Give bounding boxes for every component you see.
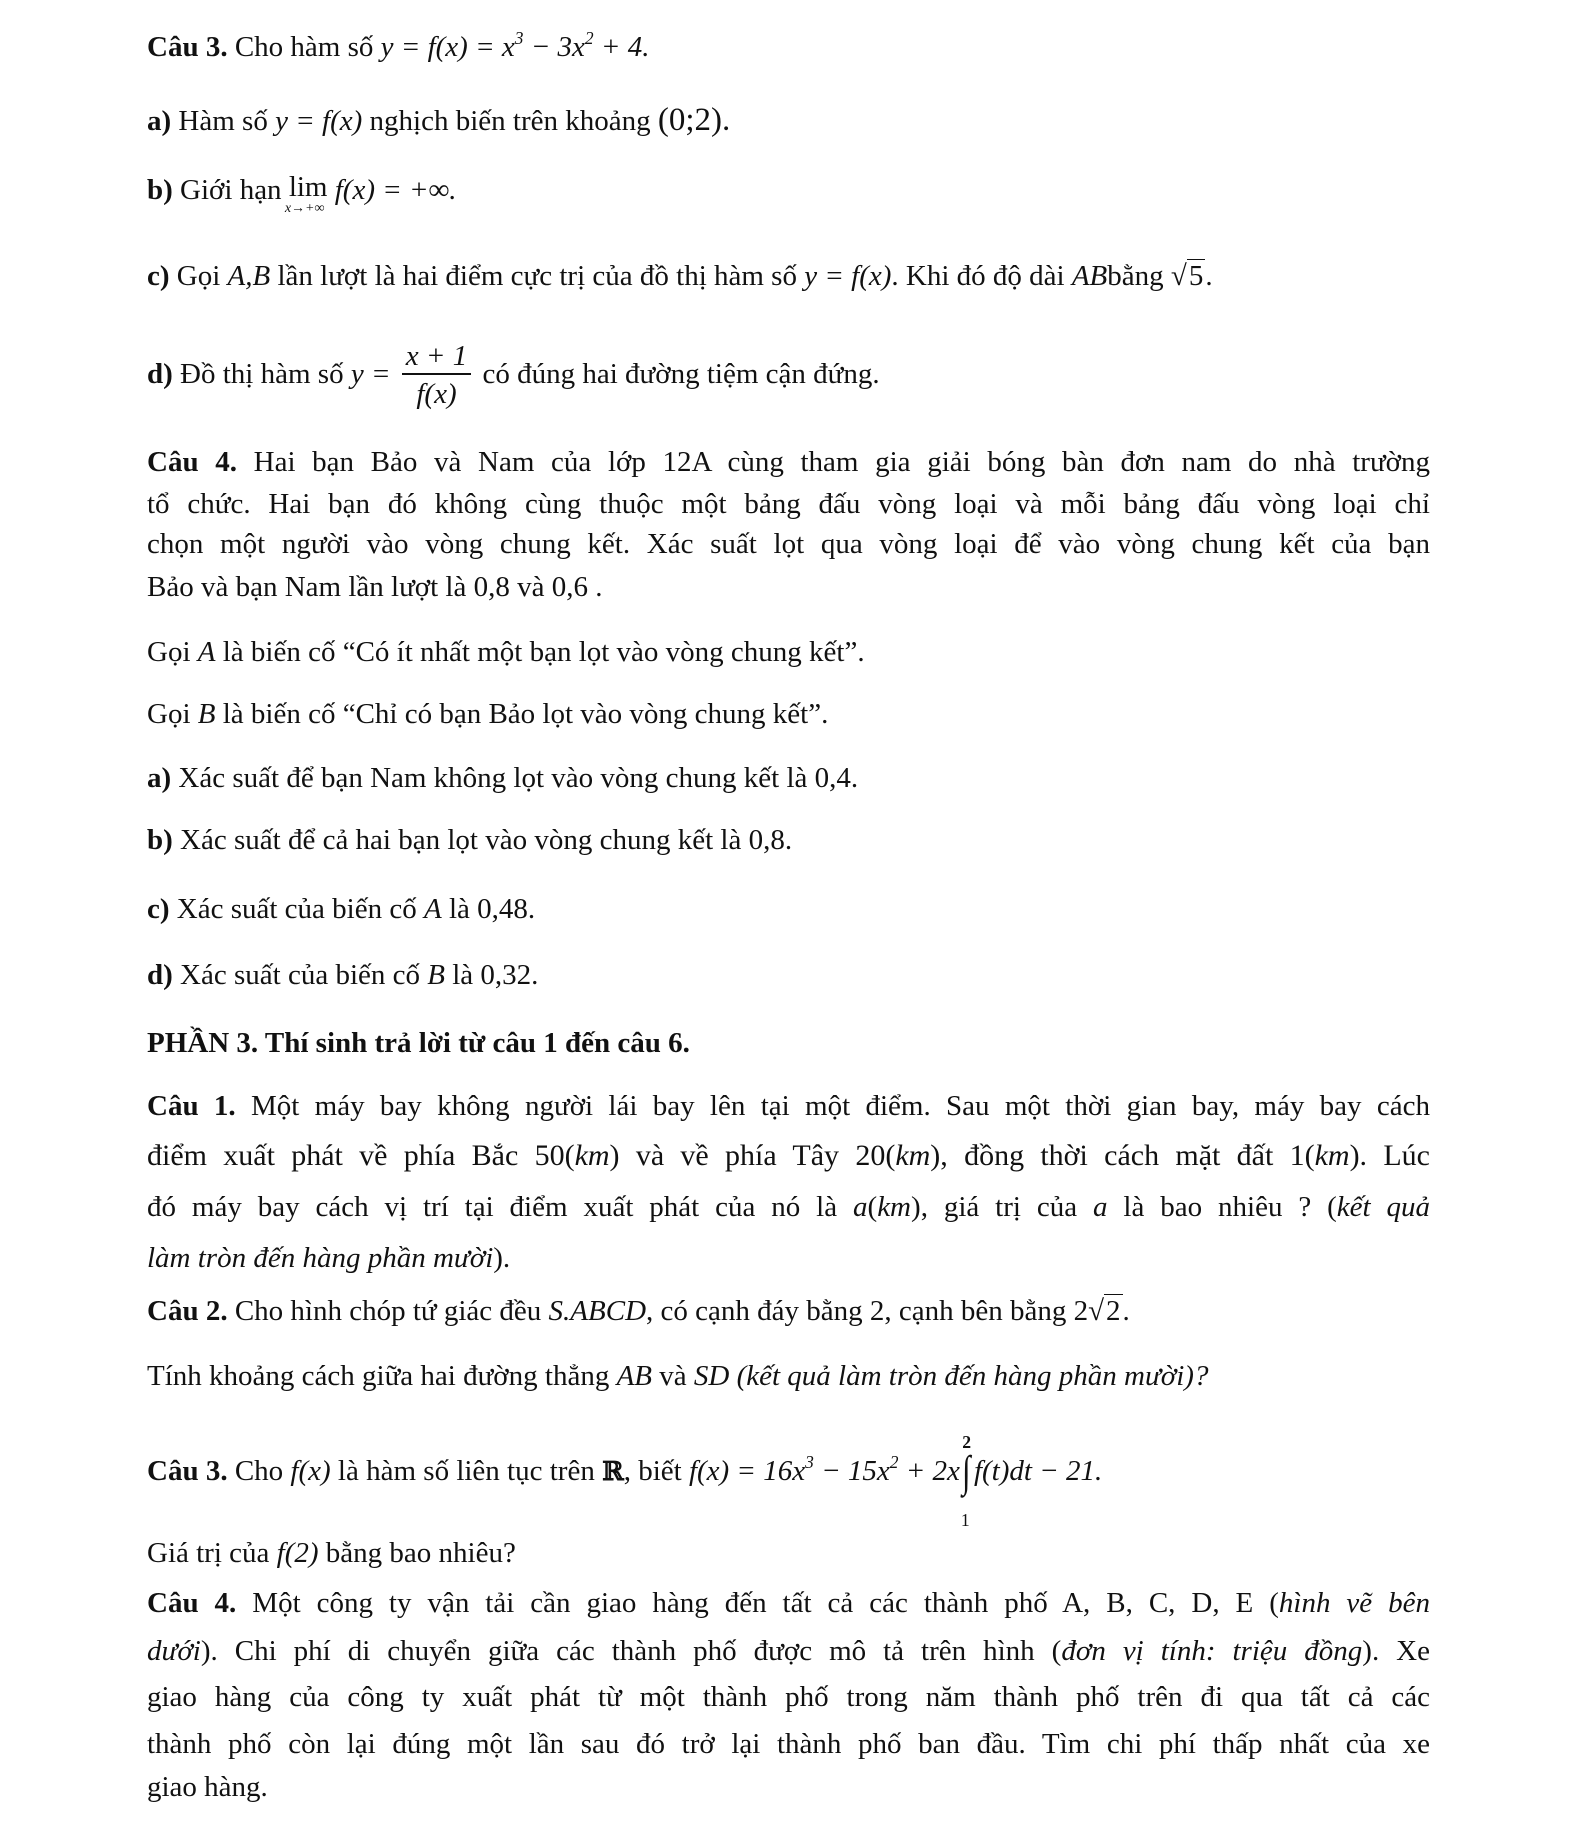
statement-text: là 0,32. [452, 959, 539, 991]
question-text: Một công ty vận tải cần giao hàng đến tất cả các thành phố A, B, C, D, E ( [252, 1587, 1279, 1619]
statement-label: c) [147, 260, 170, 292]
math-expression: $y = f(x) = x^3 - 3x^2 + 4$. [380, 27, 650, 63]
statement-label: d) [147, 959, 173, 991]
math-expression: y = [350, 358, 391, 390]
p3-question-2-line-1: Câu 2. Cho hình chóp tứ giác đều S.ABCD, có cạnh đáy bằng 2, cạnh bên bằng 2√2. [147, 1295, 1130, 1327]
q4-statement-c [147, 891, 535, 927]
p3-question-4-line-4: thành phố còn lại đúng một lần sau đó trở lại thành phố ban đầu. Tìm chi phí thấp nhất của xe [147, 1728, 1430, 1760]
section-heading: PHẦN 3. Thí sinh trả lời từ câu 1 đến câu 6. [147, 1027, 690, 1059]
question-label: Câu 3. [147, 1455, 228, 1487]
math-expression: y = f(x) [275, 105, 363, 137]
question-4-line-2: tổ chức. Hai bạn đó không cùng thuộc một bảng đấu vòng loại và mỗi bảng đấu vòng loại chỉ [147, 488, 1430, 520]
event-b-definition: Gọi B là biến cố “Chỉ có bạn Bảo lọt vào vòng chung kết”. [147, 698, 829, 730]
event-variable: A [197, 636, 216, 668]
p3-question-2-line-2: Tính khoảng cách giữa hai đường thẳng AB và SD (kết quả làm tròn đến hàng phần mười)? [147, 1360, 1209, 1392]
p3-question-4-line-3: giao hàng của công ty xuất phát từ một thành phố trong năm thành phố trên đi qua tất cả các [147, 1681, 1430, 1713]
p3-question-4-line-1: Câu 4. Một công ty vận tải cần giao hàng đến tất cả các thành phố A, B, C, D, E (hình vẽ bên [147, 1587, 1431, 1619]
statement-text: Xác suất để cả hai bạn lọt vào vòng chung kết là 0,8. [180, 824, 793, 856]
p3-question-3-line-2: Giá trị của f(2) bằng bao nhiêu? [147, 1537, 516, 1569]
math-expression: f(x) = +∞. [334, 174, 457, 206]
sqrt-expression: √5 [1170, 260, 1204, 292]
integral-equation: $f(x) = 16x^3 - 15x^2 + 2x\int$ 2 1 f(t)dt − 21. [688, 1432, 1103, 1530]
p3-question-1-line-4: làm tròn đến hàng phần mười). [147, 1242, 511, 1274]
q3-statement-a [147, 102, 730, 139]
math-expression: (0;2). [657, 102, 731, 138]
question-label: Câu 4. [147, 446, 237, 478]
question-4-line-1 [147, 444, 1430, 480]
q3-statement-c: c) Gọi A,B lần lượt là hai điểm cực trị của đồ thị hàm số y = f(x). Khi đó độ dài ABbằng √5. [147, 260, 1213, 292]
p3-question-1-line-3: đó máy bay cách vị trí tại điểm xuất phát của nó là a(km), giá trị của a là bao nhiêu ? (kết quả [147, 1191, 1430, 1223]
statement-text: Đồ thị hàm số [180, 358, 344, 390]
question-label: Câu 1. [147, 1090, 236, 1122]
statement-text: Xác suất của biến cố [176, 893, 417, 925]
math-expression: A,B [227, 260, 271, 292]
p3-question-4-line-2: dưới). Chi phí di chuyển giữa các thành phố được mô tả trên hình (đơn vị tính: triệu đồng). Xe [147, 1635, 1430, 1667]
sqrt-expression: √2 [1088, 1295, 1121, 1327]
question-label: Câu 2. [147, 1295, 228, 1327]
q3-statement-d [147, 338, 880, 413]
p3-question-1-line-2: điểm xuất phát về phía Bắc 50(km) và về phía Tây 20(km), đồng thời cách mặt đất 1(km). Lúc [147, 1139, 1430, 1172]
statement-text: nghịch biến trên khoảng [369, 105, 651, 137]
statement-label: c) [147, 893, 170, 925]
event-variable: A [423, 893, 442, 925]
statement-text: Gọi [176, 260, 221, 292]
math-variable: a [853, 1191, 868, 1223]
statement-label: d) [147, 358, 173, 390]
p3-question-4-line-5: giao hàng. [147, 1771, 268, 1803]
q4-statement-d [147, 957, 538, 993]
statement-label: a) [147, 762, 172, 794]
statement-text: là 0,48. [448, 893, 536, 925]
integral-sign: ∫ 2 1 [960, 1432, 971, 1530]
statement-label: b) [147, 824, 173, 856]
question-text: Cho hình chóp tứ giác đều [234, 1295, 542, 1327]
real-numbers-symbol: ℝ [602, 1457, 624, 1487]
event-variable: B [197, 698, 216, 730]
question-3-stem [147, 29, 649, 65]
question-4-line-3: chọn một người vào vòng chung kết. Xác suất lọt qua vòng loại để vào vòng chung kết của bạn [147, 528, 1430, 560]
statement-text: lần lượt là hai điểm cực trị của đồ thị hàm số [277, 260, 797, 292]
statement-text: Xác suất của biến cố [180, 959, 420, 991]
q4-statement-b [147, 822, 792, 858]
statement-text: bằng [1107, 260, 1164, 292]
event-variable: B [427, 959, 445, 991]
math-variable: a [1093, 1191, 1108, 1223]
math-expression: y = f(x) [804, 260, 892, 292]
q3-statement-b [147, 171, 457, 216]
limit-operator: lim x→+∞ [284, 171, 328, 216]
statement-label: a) [147, 105, 172, 137]
math-expression: S.ABCD [548, 1295, 647, 1327]
math-expression: f(2) [276, 1537, 319, 1569]
statement-text: Giới hạn [180, 174, 282, 206]
statement-text: . Khi đó độ dài [891, 260, 1065, 292]
statement-text: có đúng hai đường tiệm cận đứng. [482, 358, 880, 390]
math-expression: f(x) [290, 1455, 331, 1487]
math-expression: SD [693, 1360, 730, 1392]
p3-question-3-line-1: Câu 3. Cho f(x) là hàm số liên tục trên ℝ, biết $f(x) = 16x^3 - 15x^2 + 2x\int$ 2 1 f(t)dt − 21. [147, 1432, 1103, 1530]
fraction: $\frac{x + 1}{f(x)}$ [402, 339, 471, 413]
statement-text: Xác suất để bạn Nam không lọt vào vòng chung kết là 0,4. [178, 762, 859, 794]
question-text: Cho [234, 1455, 284, 1487]
p3-question-1-line-1 [147, 1088, 1430, 1124]
question-text: Cho hàm số [234, 31, 374, 63]
question-label: Câu 4. [147, 1587, 237, 1619]
event-a-definition: Gọi A là biến cố “Có ít nhất một bạn lọt vào vòng chung kết”. [147, 636, 865, 668]
question-text: Hai bạn Bảo và Nam của lớp 12A cùng tham gia giải bóng bàn đơn nam do nhà trường [253, 446, 1430, 478]
question-label: Câu 3. [147, 31, 228, 63]
question-4-line-4: Bảo và bạn Nam lần lượt là 0,8 và 0,6 . [147, 571, 603, 603]
math-expression: AB [616, 1360, 653, 1392]
q4-statement-a [147, 760, 858, 796]
math-expression: AB [1071, 260, 1108, 292]
question-text: Một máy bay không người lái bay lên tại một điểm. Sau một thời gian bay, máy bay cách [251, 1090, 1430, 1122]
statement-label: b) [147, 174, 173, 206]
statement-text: Hàm số [178, 105, 268, 137]
